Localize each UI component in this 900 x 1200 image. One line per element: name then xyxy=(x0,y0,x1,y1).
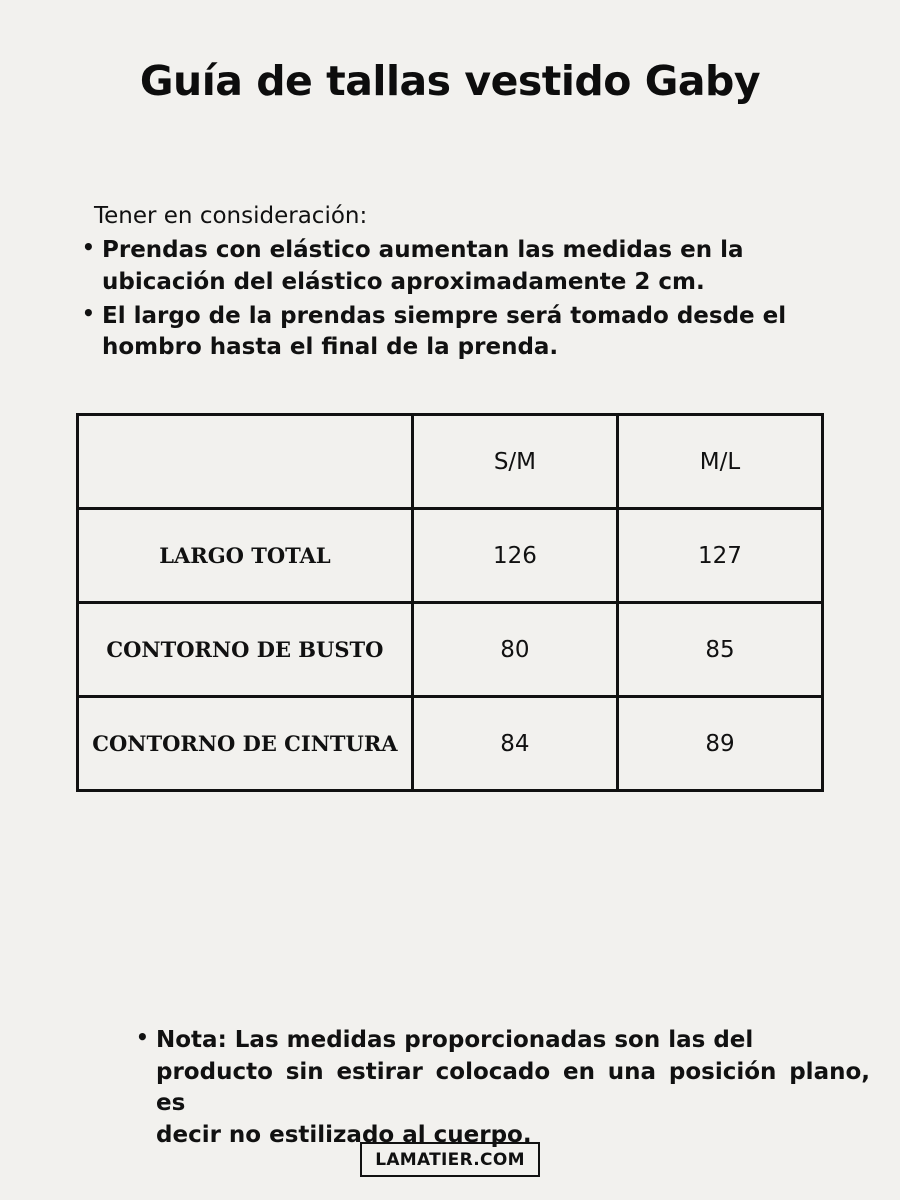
table-row-label: CONTORNO DE CINTURA xyxy=(78,697,413,791)
table-header-row xyxy=(78,415,823,509)
table-column-header-ml: M/L xyxy=(617,415,822,509)
note-text-line3: decir no estilizado al cuerpo. xyxy=(156,1122,532,1149)
table-cell-value: 80 xyxy=(412,603,617,697)
table-row-label: CONTORNO DE BUSTO xyxy=(78,603,413,697)
note-text-line2: producto sin estirar colocado en una posición plano, es xyxy=(156,1058,870,1117)
table-cell-value: 85 xyxy=(617,603,822,697)
table-row xyxy=(78,603,823,697)
table-row-label: LARGO TOTAL xyxy=(78,509,413,603)
list-item xyxy=(76,301,824,364)
table-cell-value: 84 xyxy=(412,697,617,791)
page-title: Guía de tallas vestido Gaby xyxy=(139,57,761,105)
size-table xyxy=(76,413,824,792)
note-section xyxy=(90,1025,870,1152)
table-cell-value: 127 xyxy=(617,509,822,603)
note-label: Nota: xyxy=(156,1027,227,1053)
list-item xyxy=(76,235,824,298)
table-cell-value: 89 xyxy=(617,697,822,791)
intro-section xyxy=(76,200,824,366)
note-text-line1: Las medidas proporcionadas son las del xyxy=(226,1027,754,1053)
brand-name: LAMATIER.COM xyxy=(360,1142,540,1177)
table-column-header-sm: S/M xyxy=(412,415,617,509)
table-row xyxy=(78,697,823,791)
table-corner-cell xyxy=(78,415,413,509)
intro-lead-text: Tener en consideración: xyxy=(94,203,368,229)
consideration-list xyxy=(76,235,824,364)
bullet-text-last: ubicación del elástico aproximadamente 2 cm. xyxy=(102,268,705,295)
bullet-text-main: El largo de la prendas siempre será tomado desde el xyxy=(102,302,787,329)
bullet-text-main: Prendas con elástico aumentan las medidas en la xyxy=(102,237,744,264)
table-cell-value: 126 xyxy=(412,509,617,603)
brand-footer xyxy=(0,1142,900,1177)
list-item xyxy=(130,1025,870,1152)
table-row xyxy=(78,509,823,603)
bullet-text-last: hombro hasta el final de la prenda. xyxy=(102,334,559,361)
